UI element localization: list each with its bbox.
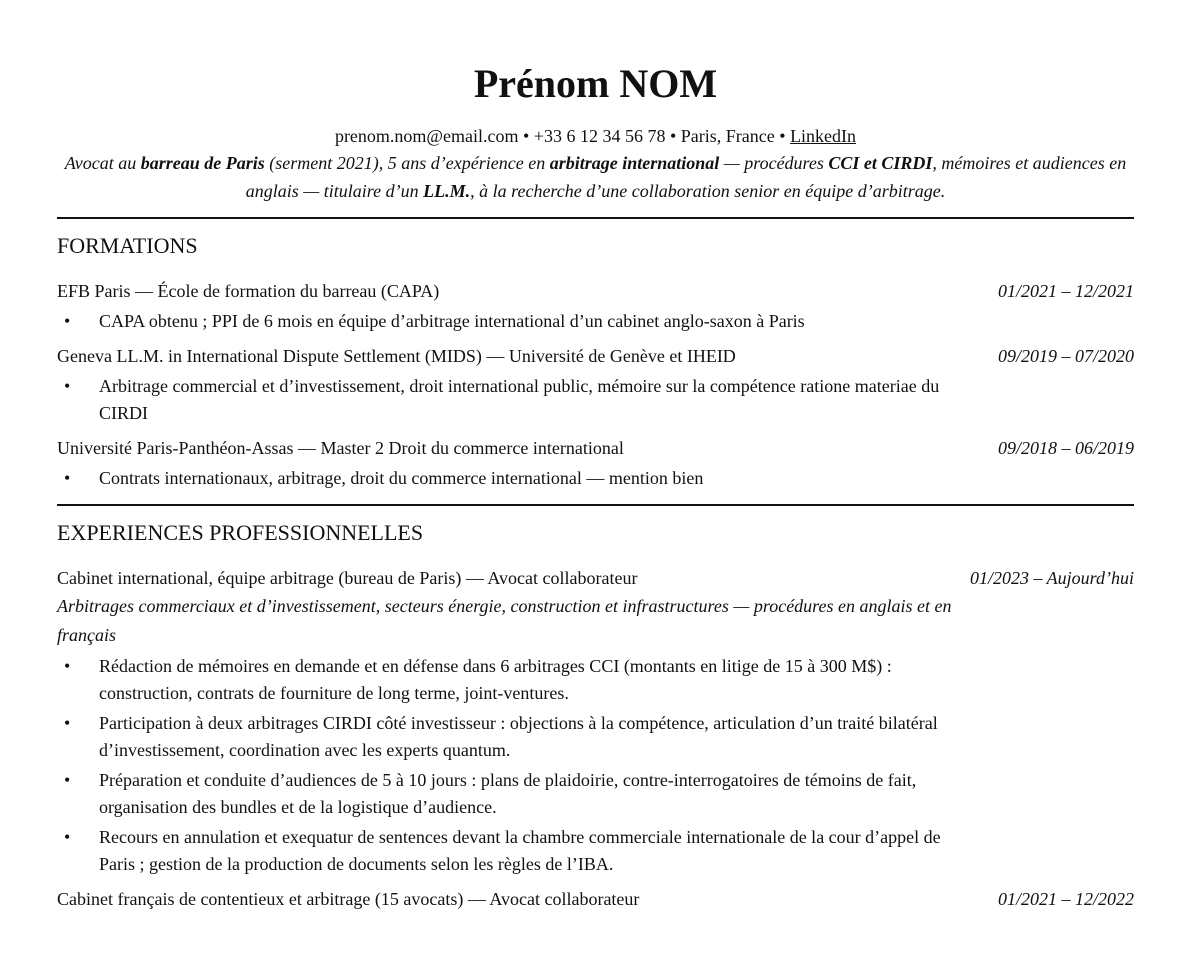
resume-entry [57, 885, 1134, 913]
summary-highlight: CCI et CIRDI [828, 153, 933, 173]
contact-separator: • [774, 126, 791, 146]
resume-page [57, 58, 1134, 913]
entry-header [57, 342, 1134, 370]
summary-text: (serment 2021), 5 ans d’expérience en [264, 153, 550, 173]
summary-text: — procédures [719, 153, 829, 173]
phone-text: +33 6 12 34 56 78 [533, 126, 666, 146]
summary-highlight: barreau de Paris [140, 153, 265, 173]
linkedin-link[interactable]: LinkedIn [790, 126, 857, 146]
entry-title: Université Paris-Panthéon-Assas — Master 2 Droit du commerce international [57, 438, 624, 458]
bullet-icon: • [64, 827, 71, 847]
bullet-icon: • [64, 311, 71, 331]
bullet-item [57, 653, 949, 707]
entry-header [57, 434, 1134, 462]
resume-sections [57, 217, 1134, 913]
bullet-item [57, 710, 949, 764]
section-divider [57, 504, 1134, 506]
entry-header [57, 277, 1134, 305]
contact-line [57, 125, 1134, 147]
email-text: prenom.nom@email.com [334, 126, 519, 146]
bullet-list [57, 653, 1134, 878]
entry-title: Cabinet international, équipe arbitrage (bureau de Paris) — Avocat collaborateur [57, 568, 638, 588]
candidate-name: Prénom NOM [473, 61, 718, 106]
bullet-icon: • [64, 656, 71, 676]
bullet-text: Préparation et conduite d’audiences de 5 à 10 jours : plans de plaidoirie, contre-interrogatoires de témoins de fait, organisation des bundles et de la logistique d’audience. [99, 770, 917, 817]
profile-summary [57, 149, 1134, 205]
bullet-item [57, 824, 949, 878]
location-text: Paris, France [680, 126, 775, 146]
bullet-item [57, 373, 949, 427]
contact-separator: • [518, 126, 534, 146]
bullet-item [57, 308, 949, 335]
summary-text: , à la recherche d’une collaboration senior en équipe d’arbitrage. [470, 181, 946, 201]
summary-text: Avocat au [64, 153, 141, 173]
resume-entry [57, 277, 1134, 335]
section-experience [57, 504, 1134, 913]
section-title: EXPERIENCES PROFESSIONNELLES [57, 520, 424, 545]
bullet-icon: • [64, 468, 71, 488]
bullet-text: Participation à deux arbitrages CIRDI côté investisseur : objections à la compétence, articulation d’un traité bilatéral d’investissement, coordination avec les experts quantum. [99, 713, 938, 760]
bullet-list [57, 308, 1134, 335]
entry-date: 09/2019 – 07/2020 [997, 346, 1134, 366]
resume-entry [57, 342, 1134, 427]
entry-date: 09/2018 – 06/2019 [997, 438, 1134, 458]
bullet-text: CAPA obtenu ; PPI de 6 mois en équipe d’arbitrage international d’un cabinet anglo-saxon à Paris [99, 311, 805, 331]
bullet-text: Contrats internationaux, arbitrage, droit du commerce international — mention bien [99, 468, 704, 488]
entry-date: 01/2023 – Aujourd’hui [969, 568, 1134, 588]
entry-title: Geneva LL.M. in International Dispute Settlement (MIDS) — Université de Genève et IHEID [57, 346, 736, 366]
bullet-text: Rédaction de mémoires en demande et en défense dans 6 arbitrages CCI (montants en litige de 15 à 300 M$) : construction, contrats de fourniture de long terme, joint-ventures. [99, 656, 892, 703]
resume-entry [57, 434, 1134, 492]
section-education [57, 217, 1134, 492]
bullet-list [57, 373, 1134, 427]
summary-highlight: LL.M. [423, 181, 471, 201]
bullet-icon: • [64, 376, 71, 396]
entry-date: 01/2021 – 12/2022 [997, 889, 1134, 909]
bullet-icon: • [64, 770, 71, 790]
entry-date: 01/2021 – 12/2021 [997, 281, 1134, 301]
summary-text: , mémoires et audiences en anglais — titulaire d’un [245, 153, 1127, 201]
entry-title: Cabinet français de contentieux et arbitrage (15 avocats) — Avocat collaborateur [57, 889, 640, 909]
bullet-text: Recours en annulation et exequatur de sentences devant la chambre commerciale internationale de la cour d’appel de Paris ; gestion de la production de documents selon les règles de l’IBA. [99, 827, 941, 874]
bullet-item [57, 767, 949, 821]
summary-highlight: arbitrage international [549, 153, 720, 173]
bullet-icon: • [64, 713, 71, 733]
bullet-list [57, 465, 1134, 492]
entry-header [57, 564, 1134, 592]
entry-header [57, 885, 1134, 913]
contact-separator: • [665, 126, 681, 146]
entry-title: EFB Paris — École de formation du barreau (CAPA) [57, 281, 440, 301]
section-divider [57, 217, 1134, 219]
section-title: FORMATIONS [57, 233, 198, 258]
entry-subtitle: Arbitrages commerciaux et d’investissement, secteurs énergie, construction et infrastructures — procédures en anglais et en français [57, 596, 952, 645]
resume-entry [57, 564, 1134, 878]
bullet-item [57, 465, 949, 492]
bullet-text: Arbitrage commercial et d’investissement, droit international public, mémoire sur la compétence ratione materiae du CIRDI [99, 376, 940, 423]
